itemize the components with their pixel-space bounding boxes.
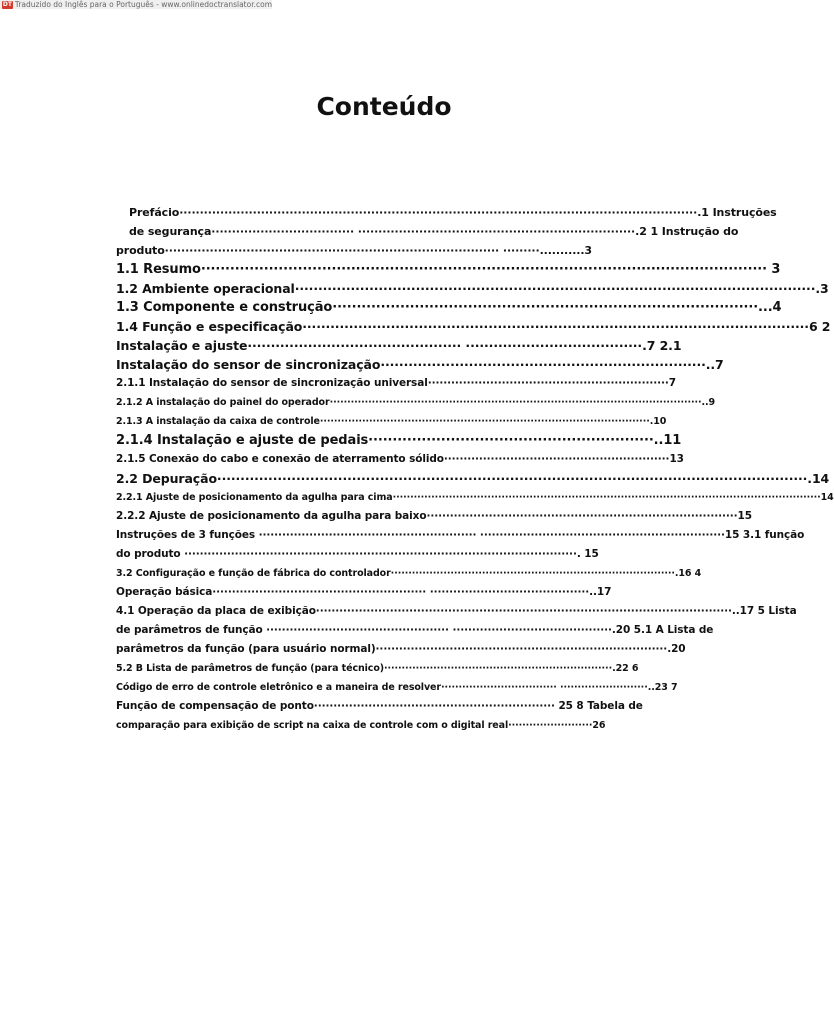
toc-line: Código de erro de controle eletrônico e a maneira de resolver································· ·························..23 7 [116, 682, 678, 693]
toc-line: Função de compensação de ponto······························································ 25 8 Tabela de [116, 700, 643, 712]
toc-line: parâmetros da função (para usuário normal)···········································································.20 [116, 643, 686, 655]
toc-line: de segurança··································· ····································································.2 1 Instrução do [129, 225, 739, 238]
toc-line: 2.2.1 Ajuste de posicionamento da agulha para cima··························································································································14 [116, 492, 834, 503]
toc-line: comparação para exibição de script na caixa de controle com o digital real························26 [116, 720, 606, 731]
toc-line: 1.1 Resumo····················································································································· 3 [116, 262, 781, 277]
toc-line: 2.1.5 Conexão do cabo e conexão de aterramento sólido··························································13 [116, 453, 684, 465]
toc-line: 3.2 Configuração e função de fábrica do controlador·················································································.16 4 [116, 568, 702, 579]
toc-line: 2.1.2 A instalação do painel do operador··········································································································..9 [116, 397, 716, 408]
toc-line: Instruções de 3 funções ························································ ·······························································15 3.1 função [116, 529, 805, 541]
table-of-contents [116, 203, 834, 735]
toc-line: 2.2.2 Ajuste de posicionamento da agulha para baixo················································································15 [116, 510, 752, 522]
document-title: Conteúdo [316, 92, 452, 121]
translator-logo-icon: DT [2, 0, 12, 8]
toc-line: 2.1.3 A instalação da caixa de controle······························································································.10 [116, 416, 667, 427]
translator-banner-text[interactable]: Traduzido do Inglês para o Português - www.onlinedoctranslator.com [14, 0, 272, 9]
toc-line: 2.1.1 Instalação do sensor de sincronização universal······························································7 [116, 377, 676, 389]
toc-line: de parâmetros de função ··············································· ·········································.20 5.1 A Lista de [116, 624, 714, 636]
toc-line: produto·················································································· ·········...........3 [116, 244, 592, 257]
toc-line: Operação básica······················································· ·········································..17 [116, 586, 612, 598]
toc-line: 2.2 Depuração·······························································································································.14 [116, 471, 830, 486]
toc-line: 5.2 B Lista de parâmetros de função (para técnico)·································································.22 6 [116, 663, 639, 674]
toc-line: 4.1 Operação da placa de exibição···········································································································..17 5 Lista [116, 605, 797, 617]
toc-line: Prefácio·······························································································································.1 Instruções [129, 206, 777, 219]
toc-line: Instalação e ajuste·············································· ······································.7 2.1 [116, 338, 682, 353]
toc-line: 2.1.4 Instalação e ajuste de pedais···························································..11 [116, 433, 682, 448]
toc-line: do produto ·····································································································. 15 [116, 548, 599, 560]
toc-line: 1.3 Componente e construção························································································...4 [116, 300, 782, 315]
translator-banner[interactable] [0, 0, 272, 9]
toc-line: 1.4 Função e especificação·············································································································6 2 [116, 319, 831, 334]
toc-line: Instalação do sensor de sincronização······································································..7 [116, 357, 724, 372]
toc-line: 1.2 Ambiente operacional················································································································.3 [116, 281, 829, 296]
